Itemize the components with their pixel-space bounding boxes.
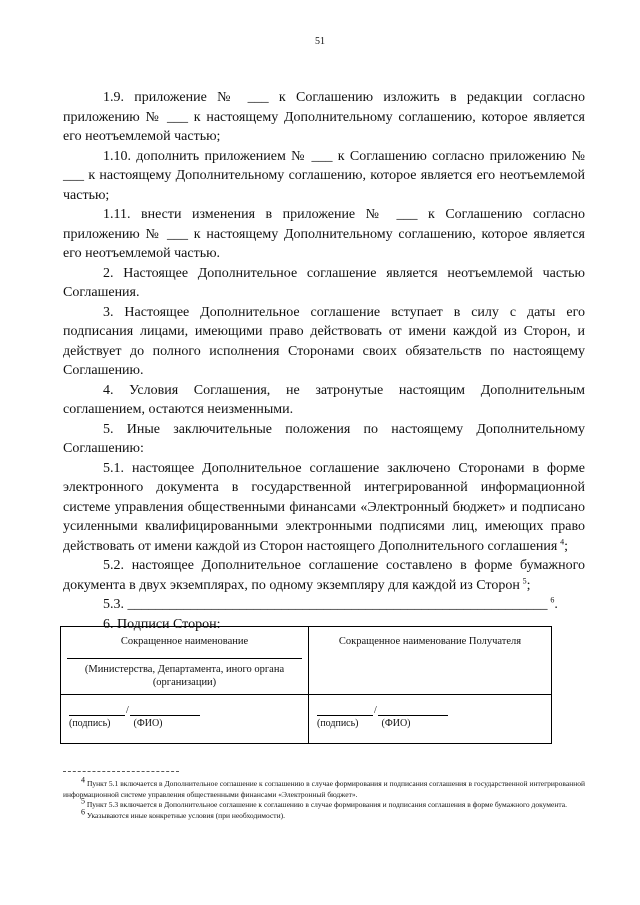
- recipient-signature-cell: [309, 695, 551, 743]
- recipient-name-heading: Сокращенное наименование Получателя: [338, 636, 522, 647]
- recipient-signature-caption: (подпись): [317, 718, 359, 729]
- footnote-mark-6: 6: [81, 807, 85, 816]
- clause-5-2-text: 5.2. настоящее Дополнительное соглашение составлено в форме бумажного документа в двух экземплярах, по одному экземпляру для каждой из Сторон: [63, 558, 585, 593]
- clause-1-11: 1.11. внести изменения в приложение № ___ к Соглашению согласно приложению № ___ к настоящему Дополнительному соглашению, которое является его неотъемлемой частью.: [63, 207, 585, 261]
- ministry-signature-captions: [69, 718, 300, 729]
- ministry-slash: /: [126, 705, 129, 716]
- clause-3: 3. Настоящее Дополнительное соглашение вступает в силу с даты его подписания лицами, имеющими право действовать от имени каждой из Сторон, и действует до полного исполнения Сторонами своих обязательств по настоящему Соглашению.: [63, 304, 585, 378]
- recipient-fio-line: [378, 705, 448, 716]
- recipient-fio-caption: (ФИО): [381, 718, 411, 729]
- footnote-mark-5: 5: [81, 796, 85, 806]
- clause-5-3-end: .: [554, 597, 558, 612]
- ministry-name-cell: [61, 627, 308, 695]
- clause-6: 6. Подписи Сторон:: [103, 616, 221, 632]
- recipient-signature-captions: [317, 718, 543, 729]
- footnote-ref-6: 6: [550, 595, 555, 605]
- footnote-6-text: Указываются иные конкретные условия (при необходимости).: [86, 810, 285, 820]
- clause-5-3-text: 5.3. ____________________________________________________________: [103, 597, 548, 612]
- footnotes: [63, 775, 585, 821]
- ministry-signature-cell: [61, 695, 308, 743]
- footnote-5-text: Пункт 5.3 включается в Дополнительное соглашение к соглашению в случае формирования и подписания соглашения в форме бумажного документа.: [86, 800, 567, 809]
- recipient-name-cell: [309, 627, 551, 695]
- signature-table: [60, 626, 552, 744]
- footnote-ref-5: 5: [522, 575, 527, 585]
- footnote-separator: [63, 771, 179, 772]
- ministry-fio-line: [130, 705, 200, 716]
- ministry-signature-line: [69, 705, 125, 716]
- clause-2: 2. Настоящее Дополнительное соглашение является неотъемлемой частью Соглашения.: [63, 265, 585, 300]
- clause-1-9: 1.9. приложение № ___ к Соглашению изложить в редакции согласно приложению № ___ к настоящему Дополнительному соглашению, которое является его неотъемлемой частью;: [63, 90, 585, 144]
- clause-5-3: [63, 595, 585, 615]
- clause-1-10: 1.10. дополнить приложением № ___ к Соглашению согласно приложению № ___ к настоящему Дополнительному соглашению, которое является его неотъемлемой частью;: [63, 148, 585, 203]
- recipient-slash: /: [374, 705, 377, 716]
- clause-5-1-text: 5.1. настоящее Дополнительное соглашение заключено Сторонами в форме электронного документа в государственной интегрированной информационной системе управления общественными финансами «Электронный бюджет» и подписано усиленными квалифицированными электронными подписями лиц, имеющих право действовать от имени каждой из Сторон настоящего Дополнительного соглашения: [63, 460, 585, 554]
- recipient-signature-blank: [317, 705, 543, 716]
- clause-5: 5. Иные заключительные положения по настоящему Дополнительному Соглашению:: [63, 421, 585, 456]
- ministry-signature-blank: [69, 705, 300, 716]
- signature-column-recipient: [309, 627, 551, 743]
- clause-5-1: 5.1. настоящее Дополнительное соглашение заключено Сторонами в форме электронного документа в государственной интегрированной информационной системе управления общественными финансами «Электронный бюджет» и подписано усиленными квалифицированными электронными подписями лиц, имеющих право действовать от имени каждой из Сторон настоящего Дополнительного соглашения $^4$;: [63, 460, 585, 554]
- clause-4: 4. Условия Соглашения, не затронутые настоящим Дополнительным соглашением, остаются неизменными.: [63, 382, 585, 417]
- footnote-4-text: Пункт 5.1 включается в Дополнительное соглашение к соглашению в случае формирования и подписания соглашения в государственной интегрированной информационной системе управления общественными финансами «Электронный бюджет».: [63, 779, 585, 799]
- ministry-name-line: [67, 658, 302, 659]
- footnote-6: [63, 807, 585, 822]
- footnote-4: [63, 775, 585, 800]
- signature-column-ministry: [61, 627, 309, 743]
- footnote-5: [63, 796, 585, 811]
- recipient-signature-line: [317, 705, 373, 716]
- agreement-body: [63, 88, 585, 634]
- ministry-name-heading: Сокращенное наименование: [120, 636, 249, 647]
- footnote-mark-4: 4: [81, 775, 85, 785]
- ministry-signature-caption: (подпись): [69, 718, 111, 729]
- clause-5-2: 5.2. настоящее Дополнительное соглашение составлено в форме бумажного документа в двух экземплярах, по одному экземпляру для каждой из Сторон $^5$;: [63, 558, 585, 593]
- ministry-fio-caption: (ФИО): [133, 718, 163, 729]
- footnote-ref-4: 4: [560, 536, 565, 546]
- page-number: 51: [315, 36, 325, 47]
- ministry-name-subheading: (Министерства, Департамента, иного органа (организации): [84, 664, 285, 688]
